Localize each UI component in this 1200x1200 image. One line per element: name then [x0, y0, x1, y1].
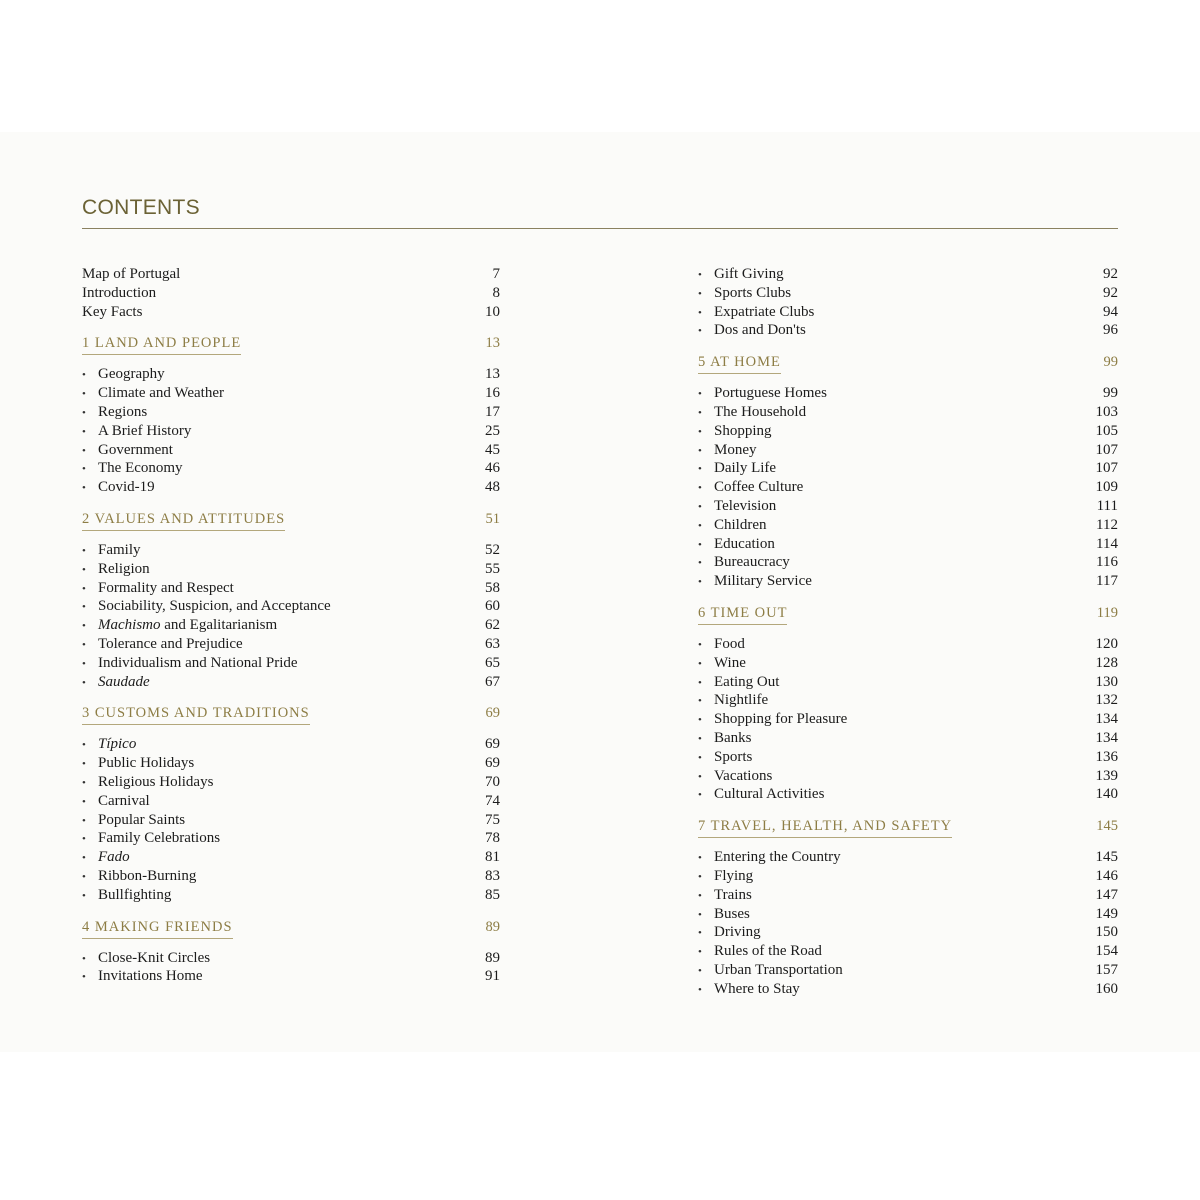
toc-entry-page: 55: [485, 560, 500, 577]
toc-entry-page: 147: [1095, 886, 1118, 903]
bullet-icon: •: [698, 557, 702, 570]
toc-entry[interactable]: [698, 729, 1118, 748]
toc-entry[interactable]: [82, 560, 500, 579]
toc-entry-label: Climate and Weather: [98, 385, 224, 402]
toc-entry-label: Introduction: [82, 284, 157, 301]
toc-entry-label: Expatriate Clubs: [714, 303, 815, 320]
bullet-icon: •: [698, 519, 702, 532]
toc-entry[interactable]: [698, 321, 1118, 340]
toc-entry-page: 13: [485, 366, 500, 383]
toc-entry-label: Geography: [98, 366, 165, 383]
bullet-icon: •: [698, 870, 702, 883]
toc-entry-page: 60: [485, 598, 500, 615]
toc-entry-label: Wine: [714, 654, 746, 671]
toc-entry[interactable]: [82, 886, 500, 905]
toc-entry-label: Covid-19: [98, 479, 155, 496]
toc-entry-page: 160: [1095, 980, 1118, 997]
toc-entry-page: 136: [1095, 748, 1118, 765]
bullet-icon: •: [698, 927, 702, 940]
bullet-icon: •: [82, 795, 86, 808]
toc-entry-page: 81: [485, 849, 500, 866]
toc-entry[interactable]: [82, 773, 500, 792]
section-heading-label: 5 AT HOME: [698, 354, 781, 374]
toc-entry-label: Religious Holidays: [98, 773, 214, 790]
toc-entry-page: 117: [1096, 573, 1118, 590]
section-heading[interactable]: [698, 818, 1118, 838]
toc-entry[interactable]: [698, 923, 1118, 942]
toc-entry-label: Sports: [714, 748, 753, 765]
toc-entry[interactable]: [698, 384, 1118, 403]
toc-entry-page: 132: [1095, 692, 1118, 709]
toc-entry[interactable]: [82, 654, 500, 673]
toc-entry[interactable]: [698, 710, 1118, 729]
toc-entry-page: 8: [492, 284, 500, 301]
bullet-icon: •: [82, 952, 86, 965]
section-heading[interactable]: [82, 919, 500, 939]
section-heading-page: 99: [1103, 354, 1118, 371]
bullet-icon: •: [698, 287, 702, 300]
toc-entry-page: 105: [1095, 422, 1118, 439]
toc-entry-page: 69: [485, 736, 500, 753]
toc-entry-page: 130: [1095, 673, 1118, 690]
toc-entry[interactable]: [698, 654, 1118, 673]
bullet-icon: •: [698, 500, 702, 513]
toc-entry-page: 94: [1103, 303, 1118, 320]
section-heading-label: 6 TIME OUT: [698, 605, 787, 625]
right-sections: [698, 354, 1118, 998]
toc-entry[interactable]: [698, 284, 1118, 303]
toc-entry-label: Map of Portugal: [82, 266, 181, 282]
bullet-icon: •: [698, 889, 702, 902]
toc-entry-page: 107: [1095, 460, 1118, 477]
toc-entry[interactable]: [82, 459, 500, 478]
toc-entry-page: 149: [1095, 905, 1118, 922]
toc-entry-label: Shopping for Pleasure: [714, 711, 848, 728]
toc-entry-label: Tolerance and Prejudice: [98, 635, 243, 652]
toc-entry[interactable]: [698, 422, 1118, 441]
toc-entry[interactable]: [82, 673, 500, 692]
bullet-icon: •: [698, 538, 702, 551]
toc-entry[interactable]: [82, 478, 500, 497]
toc-entry-label: Family: [98, 541, 141, 558]
toc-entry-page: 134: [1095, 729, 1118, 746]
toc-entry-label: Formality and Respect: [98, 579, 234, 596]
toc-entry[interactable]: [82, 635, 500, 654]
toc-right-column: [698, 265, 1118, 999]
bullet-icon: •: [698, 306, 702, 319]
toc-entry-label: Family Celebrations: [98, 830, 221, 847]
bullet-icon: •: [82, 870, 86, 883]
bullet-icon: •: [698, 732, 702, 745]
section-heading-page: 69: [485, 705, 500, 722]
section-heading-label: 4 MAKING FRIENDS: [82, 919, 233, 939]
toc-entry[interactable]: [698, 303, 1118, 322]
toc-entry-page: 107: [1095, 441, 1118, 458]
toc-entry-page: 52: [485, 541, 500, 558]
bullet-icon: •: [698, 406, 702, 419]
toc-entry-page: 62: [485, 617, 500, 634]
toc-entry-label: Sports Clubs: [714, 284, 792, 301]
bullet-icon: •: [82, 889, 86, 902]
section-heading-page: 145: [1096, 818, 1118, 835]
toc-entry-page: 78: [485, 830, 500, 847]
toc-entry-page: 150: [1095, 924, 1118, 941]
toc-entry-page: 134: [1095, 711, 1118, 728]
section-heading-page: 89: [485, 918, 500, 935]
toc-entry-page: 128: [1095, 654, 1118, 671]
left-sections: [82, 335, 500, 986]
toc-entry-label: Driving: [714, 924, 761, 941]
bullet-icon: •: [82, 388, 86, 401]
section-heading-label: 7 TRAVEL, HEALTH, AND SAFETY: [698, 818, 952, 838]
toc-entry-page: 7: [492, 266, 500, 282]
bullet-icon: •: [82, 563, 86, 576]
toc-entry-page: 65: [485, 654, 500, 671]
bullet-icon: •: [82, 758, 86, 771]
toc-entry[interactable]: [82, 422, 500, 441]
toc-entry[interactable]: [698, 980, 1118, 999]
toc-entry[interactable]: [698, 785, 1118, 804]
toc-entry[interactable]: [698, 478, 1118, 497]
section-heading-page: 51: [485, 510, 500, 527]
toc-entry-label: The Household: [714, 403, 807, 420]
toc-entry-label: The Economy: [98, 460, 183, 477]
toc-entry-label: Sociability, Suspicion, and Acceptance: [98, 598, 331, 615]
toc-entry[interactable]: [82, 403, 500, 422]
toc-entry-page: 146: [1095, 867, 1118, 884]
bullet-icon: •: [698, 908, 702, 921]
bullet-icon: •: [698, 964, 702, 977]
toc-entry-label: Fado: [98, 849, 130, 866]
section-heading[interactable]: [82, 511, 500, 531]
toc-entry-page: 91: [485, 968, 500, 985]
toc-entry-label: Ribbon-Burning: [98, 867, 197, 884]
toc-entry[interactable]: [82, 579, 500, 598]
toc-entry-label: Trains: [714, 886, 752, 903]
toc-entry-page: 109: [1095, 479, 1118, 496]
toc-entry-page: 58: [485, 579, 500, 596]
bullet-icon: •: [698, 269, 702, 281]
toc-entry[interactable]: [82, 949, 500, 968]
bullet-icon: •: [698, 638, 702, 651]
toc-entry-label: Bureaucracy: [714, 554, 790, 571]
toc-entry-label: Gift Giving: [714, 266, 784, 282]
toc-entry-label: Key Facts: [82, 303, 143, 320]
toc-entry[interactable]: [698, 691, 1118, 710]
toc-entry-label: Bullfighting: [98, 886, 172, 903]
toc-entry-label: Close-Knit Circles: [98, 949, 211, 966]
toc-entry-label: Urban Transportation: [714, 961, 843, 978]
toc-entry-page: 85: [485, 886, 500, 903]
toc-entry-page: 16: [485, 385, 500, 402]
section-heading-page: 13: [485, 335, 500, 352]
toc-entry[interactable]: [698, 441, 1118, 460]
toc-entry[interactable]: [698, 767, 1118, 786]
bullet-icon: •: [698, 576, 702, 589]
bullet-icon: •: [82, 814, 86, 827]
toc-entry[interactable]: [82, 541, 500, 560]
toc-entry-page: 157: [1095, 961, 1118, 978]
toc-entry-page: 67: [485, 673, 500, 690]
toc-entry-label: Nightlife: [714, 692, 769, 709]
section-heading-label: 1 LAND AND PEOPLE: [82, 335, 241, 355]
bullet-icon: •: [698, 388, 702, 401]
bullet-icon: •: [82, 676, 86, 689]
toc-entry-label: Banks: [714, 729, 752, 746]
toc-entry-label: Vacations: [714, 767, 773, 784]
toc-entry[interactable]: [698, 265, 1118, 284]
toc-left-column: [82, 265, 500, 986]
toc-entry-page: 140: [1095, 786, 1118, 803]
toc-entry-page: 89: [485, 949, 500, 966]
toc-entry-label: Dos and Don'ts: [714, 322, 806, 339]
toc-entry[interactable]: [82, 365, 500, 384]
bullet-icon: •: [82, 833, 86, 846]
toc-entry[interactable]: [82, 265, 500, 284]
bullet-icon: •: [698, 751, 702, 764]
toc-entry-label: Entering the Country: [714, 849, 841, 866]
toc-entry-label: Eating Out: [714, 673, 780, 690]
toc-entry-page: 145: [1095, 849, 1118, 866]
toc-entry-page: 114: [1096, 535, 1118, 552]
toc-entry-page: 17: [485, 403, 500, 420]
toc-entry-label: Popular Saints: [98, 811, 186, 828]
bullet-icon: •: [698, 657, 702, 670]
toc-entry[interactable]: [698, 553, 1118, 572]
toc-entry[interactable]: [82, 284, 500, 303]
toc-entry-label: Machismo and Egalitarianism: [98, 617, 278, 634]
toc-entry-label: Government: [98, 441, 173, 458]
bullet-icon: •: [698, 444, 702, 457]
bullet-icon: •: [698, 946, 702, 959]
bullet-icon: •: [82, 482, 86, 495]
toc-entry[interactable]: [698, 497, 1118, 516]
bullet-icon: •: [82, 776, 86, 789]
section-heading[interactable]: [698, 354, 1118, 374]
toc-entry-label: Food: [714, 635, 745, 652]
bullet-icon: •: [82, 425, 86, 438]
toc-entry[interactable]: [82, 384, 500, 403]
toc-entry[interactable]: [698, 848, 1118, 867]
toc-entry-page: 116: [1096, 554, 1118, 571]
toc-entry-page: 63: [485, 635, 500, 652]
toc-entry-label: Típico: [98, 736, 137, 753]
toc-entry-label: Coffee Culture: [714, 479, 804, 496]
toc-entry[interactable]: [698, 942, 1118, 961]
toc-entry-label: Portuguese Homes: [714, 385, 827, 402]
toc-entry-page: 70: [485, 773, 500, 790]
bullet-icon: •: [698, 789, 702, 802]
toc-entry-page: 46: [485, 460, 500, 477]
bullet-icon: •: [82, 544, 86, 557]
bullet-icon: •: [698, 983, 702, 996]
toc-entry-page: 99: [1103, 385, 1118, 402]
toc-entry-page: 45: [485, 441, 500, 458]
toc-entry-label: Saudade: [98, 673, 150, 690]
toc-entry[interactable]: [82, 867, 500, 886]
bullet-icon: •: [82, 971, 86, 984]
bullet-icon: •: [698, 714, 702, 727]
bullet-icon: •: [698, 770, 702, 783]
bullet-icon: •: [82, 657, 86, 670]
toc-entry-label: Individualism and National Pride: [98, 654, 298, 671]
toc-entry-page: 83: [485, 867, 500, 884]
toc-entry-label: Military Service: [714, 573, 812, 590]
toc-entry-label: Regions: [98, 403, 148, 420]
toc-entry-label: Television: [714, 497, 777, 514]
toc-entry-page: 48: [485, 479, 500, 496]
title-divider: [82, 228, 1118, 229]
toc-entry[interactable]: [698, 748, 1118, 767]
toc-entry-page: 139: [1095, 767, 1118, 784]
toc-entry[interactable]: [82, 735, 500, 754]
bullet-icon: •: [82, 463, 86, 476]
toc-entry-label: Shopping: [714, 422, 772, 439]
toc-entry-label: Invitations Home: [98, 968, 203, 985]
toc-entry[interactable]: [82, 792, 500, 811]
bullet-icon: •: [698, 676, 702, 689]
toc-entry-page: 111: [1096, 497, 1118, 514]
toc-entry-page: 10: [485, 303, 500, 320]
section-heading-page: 119: [1096, 604, 1118, 621]
toc-entry-label: Carnival: [98, 792, 150, 809]
toc-entry[interactable]: [698, 459, 1118, 478]
toc-entry-page: 74: [485, 792, 500, 809]
toc-entry-page: 154: [1095, 943, 1118, 960]
toc-entry-label: A Brief History: [98, 422, 192, 439]
toc-entry[interactable]: [698, 403, 1118, 422]
bullet-icon: •: [698, 695, 702, 708]
bullet-icon: •: [698, 463, 702, 476]
toc-entry[interactable]: [82, 441, 500, 460]
toc-entry[interactable]: [82, 597, 500, 616]
section-heading-label: 2 VALUES AND ATTITUDES: [82, 511, 285, 531]
toc-entry-page: 92: [1103, 284, 1118, 301]
toc-entry-label: Religion: [98, 560, 150, 577]
toc-entry-page: 120: [1095, 635, 1118, 652]
toc-entry[interactable]: [82, 848, 500, 867]
toc-entry[interactable]: [82, 829, 500, 848]
bullet-icon: •: [82, 444, 86, 457]
section-heading-label: 3 CUSTOMS AND TRADITIONS: [82, 705, 310, 725]
toc-entry[interactable]: [82, 967, 500, 986]
toc-entry-page: 112: [1096, 516, 1118, 533]
toc-entry[interactable]: [82, 811, 500, 830]
toc-entry-page: 103: [1095, 403, 1118, 420]
bullet-icon: •: [82, 620, 86, 633]
toc-entry[interactable]: [82, 754, 500, 773]
toc-entry[interactable]: [82, 303, 500, 322]
toc-entry[interactable]: [698, 535, 1118, 554]
bullet-icon: •: [82, 406, 86, 419]
toc-entry-label: Daily Life: [714, 460, 777, 477]
toc-entry[interactable]: [698, 961, 1118, 980]
toc-entry-label: Education: [714, 535, 775, 552]
toc-entry[interactable]: [82, 616, 500, 635]
toc-entry-page: 96: [1103, 322, 1118, 339]
toc-entry[interactable]: [698, 572, 1118, 591]
bullet-icon: •: [82, 739, 86, 752]
section-heading[interactable]: [82, 705, 500, 725]
toc-entry-label: Flying: [714, 867, 754, 884]
toc-entry[interactable]: [698, 635, 1118, 654]
toc-entry[interactable]: [698, 886, 1118, 905]
toc-entry-page: 75: [485, 811, 500, 828]
bullet-icon: •: [82, 638, 86, 651]
page-title: CONTENTS: [82, 196, 200, 219]
toc-entry-label: Where to Stay: [714, 980, 800, 997]
bullet-icon: •: [82, 582, 86, 595]
toc-entry[interactable]: [698, 867, 1118, 886]
bullet-icon: •: [698, 482, 702, 495]
bullet-icon: •: [698, 852, 702, 865]
section-heading[interactable]: [698, 605, 1118, 625]
toc-entry[interactable]: [698, 905, 1118, 924]
toc-entry-label: Children: [714, 516, 767, 533]
toc-entry[interactable]: [698, 673, 1118, 692]
bullet-icon: •: [82, 369, 86, 382]
toc-entry-page: 92: [1103, 266, 1118, 282]
bullet-icon: •: [698, 425, 702, 438]
toc-entry-label: Buses: [714, 905, 750, 922]
toc-entry-label: Rules of the Road: [714, 943, 822, 960]
toc-entry-page: 69: [485, 755, 500, 772]
toc-entry-label: Cultural Activities: [714, 786, 825, 803]
bullet-icon: •: [698, 325, 702, 338]
toc-entry-page: 25: [485, 422, 500, 439]
bullet-icon: •: [82, 852, 86, 865]
toc-entry[interactable]: [698, 516, 1118, 535]
toc-entry-label: Public Holidays: [98, 755, 195, 772]
section-heading[interactable]: [82, 335, 500, 355]
toc-entry-label: Money: [714, 441, 757, 458]
bullet-icon: •: [82, 601, 86, 614]
